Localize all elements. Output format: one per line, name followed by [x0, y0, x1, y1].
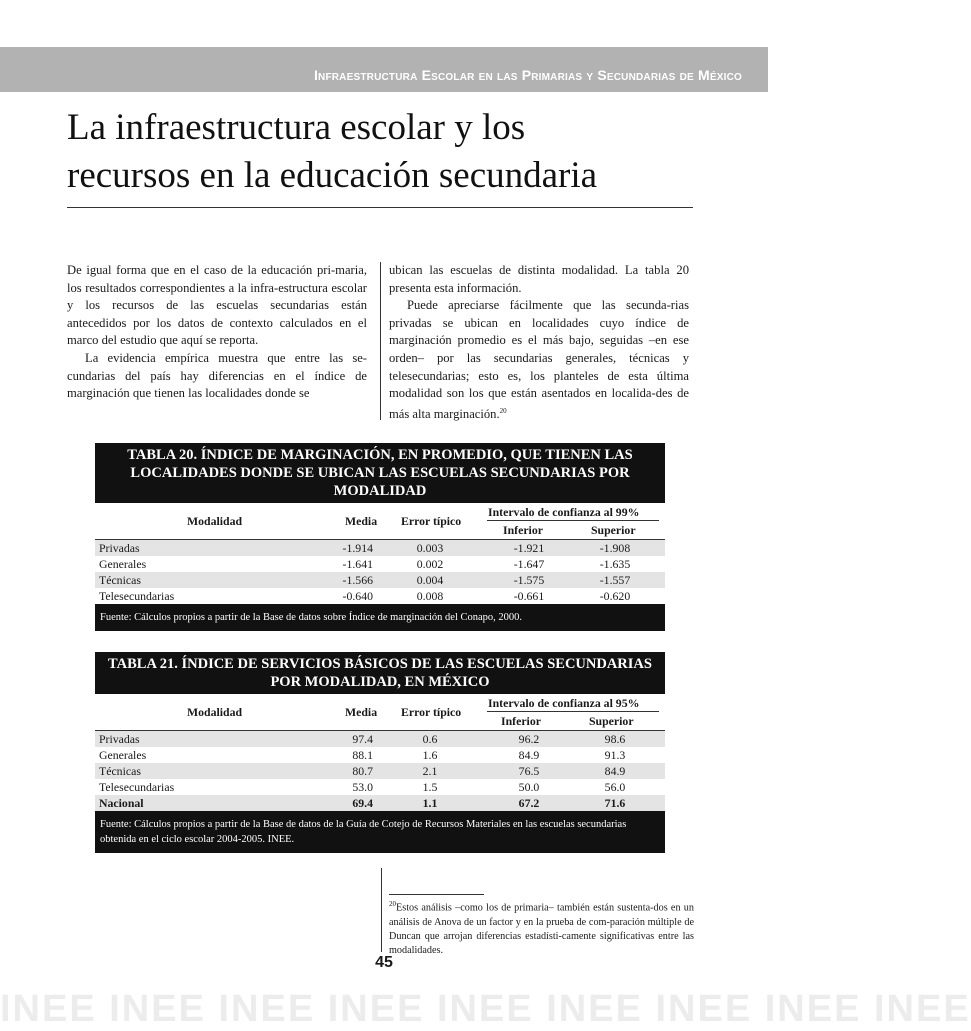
footnote-number: 20 — [389, 900, 396, 908]
cell-superior: -1.557 — [599, 573, 631, 587]
title-divider — [67, 207, 693, 208]
cell-error: 1.6 — [422, 748, 438, 762]
table-header — [95, 694, 665, 731]
cell-error: 0.003 — [416, 541, 444, 555]
inee-watermark: INEE INEE INEE INEE INEE INEE INEE INEE INEE — [0, 988, 971, 1030]
cell-modalidad: Privadas — [99, 541, 140, 555]
table-20 — [95, 443, 665, 631]
cell-inferior: 96.2 — [518, 732, 540, 746]
header-error: Error típico — [401, 514, 462, 528]
footnote-reference: 20 — [499, 406, 507, 415]
page-title-line-1: La infraestructura escolar y los — [67, 107, 526, 148]
body-paragraph: La evidencia empírica muestra que entre las se-cundarias del país hay diferencias en el índice de marginación que tienen las localidades donde se — [67, 350, 367, 401]
cell-inferior: -1.575 — [513, 573, 545, 587]
body-paragraph-text: Puede apreciarse fácilmente que las secunda-rias privadas se ubican en localidades cuyo índice de marginación promedio es el más bajo, seguidas –en ese orden– por las secundarias generales, técnicas y telesecundarias; esto es, los planteles de esta última modalidad son los que están asentados en localida-des de más alta marginación. — [389, 298, 689, 421]
cell-media: -0.640 — [342, 589, 373, 603]
body-column-left — [67, 262, 367, 403]
cell-error: 1.5 — [422, 780, 438, 794]
cell-error: 0.004 — [416, 573, 444, 587]
table-row — [95, 763, 665, 779]
header-intervalo-rule — [487, 711, 659, 712]
table-source: Fuente: Cálculos propios a partir de la Base de datos de la Guía de Cotejo de Recursos Materiales en las escuelas secundarias obtenida en el ciclo escolar 2004-2005. INEE. — [95, 811, 665, 853]
cell-superior: 84.9 — [604, 764, 626, 778]
cell-superior: 98.6 — [604, 732, 626, 746]
cell-media: -1.641 — [342, 557, 373, 571]
cell-superior: -1.635 — [599, 557, 631, 571]
cell-superior: 71.6 — [604, 796, 626, 810]
cell-superior: 91.3 — [604, 748, 626, 762]
cell-modalidad: Telesecundarias — [99, 780, 175, 794]
cell-superior: -1.908 — [599, 541, 631, 555]
header-media: Media — [345, 705, 378, 719]
body-paragraph: ubican las escuelas de distinta modalidad. La tabla 20 presenta esta información. — [389, 263, 689, 295]
header-intervalo: Intervalo de confianza al 99% — [488, 505, 640, 519]
header-inferior: Inferior — [503, 523, 543, 537]
header-superior: Superior — [589, 714, 634, 728]
cell-media: -1.914 — [342, 541, 373, 555]
cell-modalidad: Generales — [99, 557, 147, 571]
cell-error: 0.002 — [416, 557, 444, 571]
table-title: TABLA 20. ÍNDICE DE MARGINACIÓN, EN PROMEDIO, QUE TIENEN LAS LOCALIDADES DONDE SE UBICAN LAS ESCUELAS SECUNDARIAS POR MODALIDAD — [95, 443, 665, 503]
body-column-right — [389, 262, 689, 424]
cell-media: 80.7 — [352, 764, 373, 778]
table-header — [95, 503, 665, 540]
header-inferior: Inferior — [501, 714, 541, 728]
page-title — [67, 104, 697, 200]
cell-superior: 56.0 — [604, 780, 626, 794]
cell-media: 88.1 — [352, 748, 373, 762]
table-row — [95, 779, 665, 795]
cell-inferior: 67.2 — [518, 796, 540, 810]
table-row-total — [95, 795, 665, 811]
cell-modalidad: Nacional — [99, 796, 144, 810]
cell-media: -1.566 — [342, 573, 373, 587]
table-row — [95, 731, 665, 747]
page-number: 45 — [375, 954, 393, 971]
body-paragraph — [389, 297, 689, 423]
header-modalidad: Modalidad — [187, 705, 243, 719]
cell-error: 1.1 — [422, 796, 438, 810]
cell-error: 0.6 — [422, 732, 438, 746]
footnote-separator — [389, 894, 484, 895]
cell-inferior: -0.661 — [513, 589, 545, 603]
table-row — [95, 747, 665, 763]
column-divider — [380, 262, 381, 420]
footnote-column-divider — [381, 868, 382, 952]
header-media: Media — [345, 514, 378, 528]
cell-inferior: 84.9 — [518, 748, 540, 762]
cell-superior: -0.620 — [599, 589, 631, 603]
table-row — [95, 540, 665, 556]
body-paragraph: De igual forma que en el caso de la educación pri-maria, los resultados correspondientes a la infra-estructura escolar y los recursos de las escuelas secundarias están antecedidos por los datos de contexto calculados en el marco del estudio que aquí se reporta. — [67, 263, 367, 348]
cell-error: 2.1 — [422, 764, 438, 778]
cell-media: 69.4 — [352, 796, 373, 810]
running-header-title: Infraestructura Escolar en las Primarias y Secundarias de México — [313, 67, 742, 83]
cell-modalidad: Telesecundarias — [99, 589, 175, 603]
cell-inferior: 50.0 — [518, 780, 540, 794]
cell-inferior: -1.921 — [513, 541, 545, 555]
cell-modalidad: Generales — [99, 748, 147, 762]
header-modalidad: Modalidad — [187, 514, 243, 528]
table-row — [95, 588, 665, 604]
cell-modalidad: Técnicas — [99, 573, 141, 587]
page-title-line-2: recursos en la educación secundaria — [67, 155, 598, 196]
cell-media: 53.0 — [352, 780, 373, 794]
cell-inferior: -1.647 — [513, 557, 545, 571]
header-superior: Superior — [591, 523, 636, 537]
cell-error: 0.008 — [416, 589, 444, 603]
header-intervalo-rule — [487, 520, 659, 521]
table-title: TABLA 21. ÍNDICE DE SERVICIOS BÁSICOS DE LAS ESCUELAS SECUNDARIAS POR MODALIDAD, EN MÉXICO — [95, 652, 665, 694]
footnote — [389, 897, 694, 958]
table-row — [95, 572, 665, 588]
cell-modalidad: Privadas — [99, 732, 140, 746]
cell-inferior: 76.5 — [518, 764, 540, 778]
header-intervalo: Intervalo de confianza al 95% — [488, 696, 640, 710]
cell-media: 97.4 — [352, 732, 373, 746]
cell-modalidad: Técnicas — [99, 764, 141, 778]
running-header-band — [0, 47, 768, 92]
table-source: Fuente: Cálculos propios a partir de la Base de datos sobre Índice de marginación del Conapo, 2000. — [95, 604, 665, 631]
table-row — [95, 556, 665, 572]
footnote-text: Estos análisis –como los de primaria– también están sustenta-dos en un análisis de Anova de un factor y en la prueba de com-paración múltiple de Duncan que arrojan diferencias estadísti-camente significativas entre las modalidades. — [389, 902, 694, 956]
header-error: Error típico — [401, 705, 462, 719]
table-21 — [95, 652, 665, 853]
